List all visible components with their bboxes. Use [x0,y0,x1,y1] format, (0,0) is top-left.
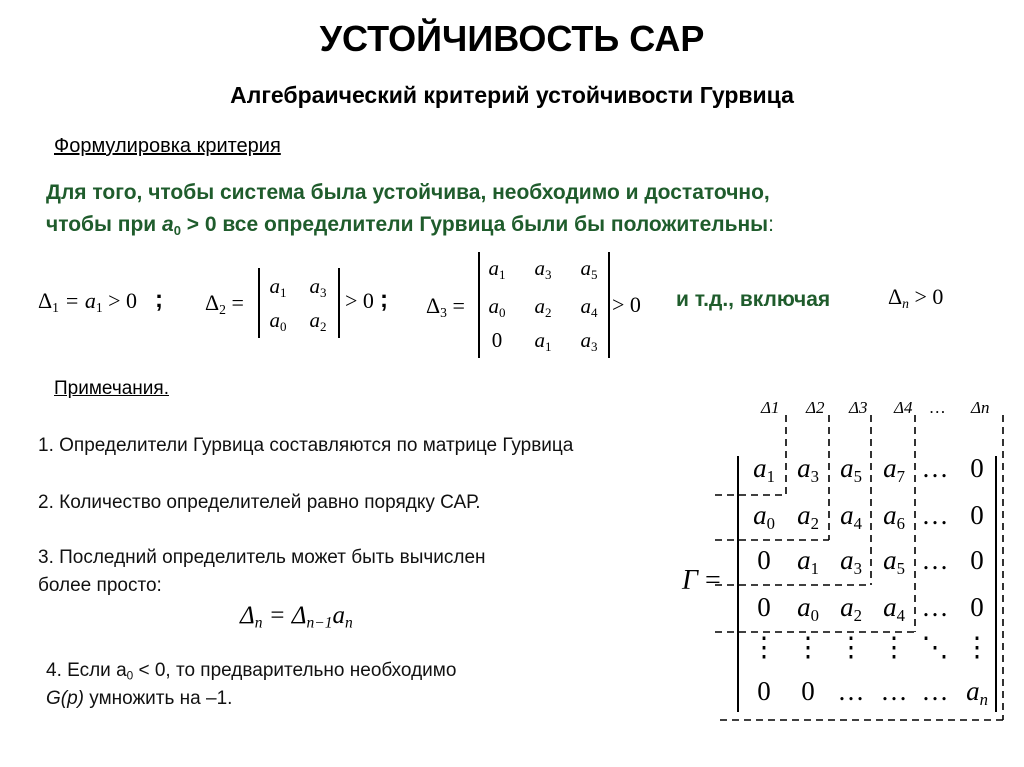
formula-delta: Δ [240,602,255,629]
hurwitz-cell: … [921,592,949,622]
deltan-tail: > 0 [908,284,944,309]
matrix-cell: $a_1$ [488,256,506,282]
page-title: УСТОЙЧИВОСТЬ САР [319,18,705,59]
matrix-cell: $a_0$ [488,294,506,320]
header-ellipsis: … [930,398,946,417]
hurwitz-cell: $a_2$ [840,592,862,626]
hurwitz-cell: ⋱ [921,632,949,662]
hurwitz-cell: 0 [801,676,815,706]
formula-sub: n−1 [306,614,333,632]
header-delta-n: Δn [971,398,990,417]
hurwitz-cell: 0 [757,592,771,622]
criterion-colon: : [768,213,774,236]
delta-symbol: Δ [38,288,53,313]
formula-sub: n [254,614,263,632]
header-delta-4: Δ4 [894,398,913,417]
hurwitz-cell: $a_3$ [840,545,862,579]
matrix-cell: $a_2$ [309,308,327,334]
hurwitz-cell: $a_2$ [797,500,819,534]
equals-sign: = [452,293,465,318]
note-1: 1. Определители Гурвица составляются по матрице Гурвица [38,435,574,456]
delta-symbol: Δ [205,290,220,315]
section-heading: Формулировка критерия [54,135,281,157]
matrix-cell: $a_3$ [580,328,598,354]
hurwitz-cell: $a_7$ [883,453,905,487]
hurwitz-cell: 0 [970,545,984,575]
delta3-sub: 3 [440,305,447,321]
hurwitz-cell: $a_5$ [840,453,862,487]
delta2-gt0: > 0 [345,288,374,313]
hurwitz-cell: ⋮ [963,632,991,662]
formula-delta: = Δ [262,602,307,629]
delta1-tail: > 0 [102,288,138,313]
delta-symbol: Δ [426,293,441,318]
page-subtitle: Алгебраический критерий устойчивости Гурвица [230,82,794,108]
matrix-cell: $a_3$ [534,256,552,282]
header-delta-3: Δ3 [849,398,868,417]
criterion-line-1: Для того, чтобы система была устойчива, необходимо и достаточно, [46,181,770,204]
criterion-a-sub: 0 [173,222,181,238]
delta1-expr: = a [58,288,96,313]
delta3-gt0: > 0 [612,292,641,317]
matrix-cell: $a_1$ [269,274,287,300]
note-4-post: умножить на –1. [84,688,233,709]
header-delta-1: Δ1 [761,398,780,417]
note-3-line-2: более просто: [38,575,162,596]
hurwitz-cell: ⋮ [794,632,822,662]
hurwitz-cell: … [921,545,949,575]
hurwitz-cell: $a_1$ [753,453,775,487]
hurwitz-cell: … [921,676,949,706]
note-4-post: < 0, то предварительно необходимо [133,660,457,681]
matrix-cell: 0 [491,328,503,352]
formula-sub: n [344,614,353,632]
hurwitz-cell: … [921,500,949,530]
hurwitz-cell: $a_0$ [797,592,819,626]
hurwitz-cell: $a_1$ [797,545,819,579]
hurwitz-cell: … [837,676,865,706]
matrix-cell: $a_1$ [534,328,552,354]
hurwitz-cell: 0 [970,453,984,483]
hurwitz-cell: 0 [970,500,984,530]
hurwitz-cell: $a_0$ [753,500,775,534]
delta1-sub: 1 [52,300,59,316]
deltan-sub: n [902,296,909,312]
hurwitz-cell: 0 [757,676,771,706]
delta-symbol: Δ [888,284,903,309]
hurwitz-cell: ⋮ [750,632,778,662]
criterion-a: a [162,213,174,236]
hurwitz-cell: ⋮ [880,632,908,662]
note-4-pre: 4. Если a [46,660,127,681]
hurwitz-cell: $a_6$ [883,500,905,534]
note-4-g: G(p) [46,688,84,709]
semicolon-1: ; [155,286,163,313]
etc-text: и т.д., включая [676,288,831,311]
hurwitz-cell: … [921,453,949,483]
note-4-sub: 0 [126,669,134,683]
header-delta-2: Δ2 [806,398,825,417]
note-3-line-1: 3. Последний определитель может быть вычислен [38,547,486,568]
notes-heading: Примечания. [54,378,169,399]
hurwitz-cell: ⋮ [837,632,865,662]
equals-sign: = [231,290,244,315]
hurwitz-cell: $a_4$ [883,592,905,626]
hurwitz-cell: $a_5$ [883,545,905,579]
hurwitz-cell: $a_3$ [797,453,819,487]
matrix-cell: $a_0$ [269,308,287,334]
delta1-a-sub: 1 [95,300,103,316]
semicolon-2: ; [380,286,388,313]
formula-a: a [332,602,345,629]
hurwitz-cell: $a_4$ [840,500,862,534]
matrix-cell: $a_5$ [580,256,598,282]
hurwitz-cell: … [880,676,908,706]
hurwitz-cell: $a_n$ [966,676,988,710]
criterion-text-pre: чтобы при [46,213,163,236]
matrix-cell: $a_4$ [580,294,598,320]
matrix-cell: $a_3$ [309,274,327,300]
hurwitz-cell: 0 [757,545,771,575]
note-2: 2. Количество определителей равно порядку САР. [38,492,481,513]
hurwitz-cell: 0 [970,592,984,622]
gamma-label: Γ = [682,565,721,596]
criterion-text-post: > 0 все определители Гурвица были бы положительны [180,213,769,236]
delta2-sub: 2 [219,302,226,318]
matrix-cell: $a_2$ [534,294,552,320]
